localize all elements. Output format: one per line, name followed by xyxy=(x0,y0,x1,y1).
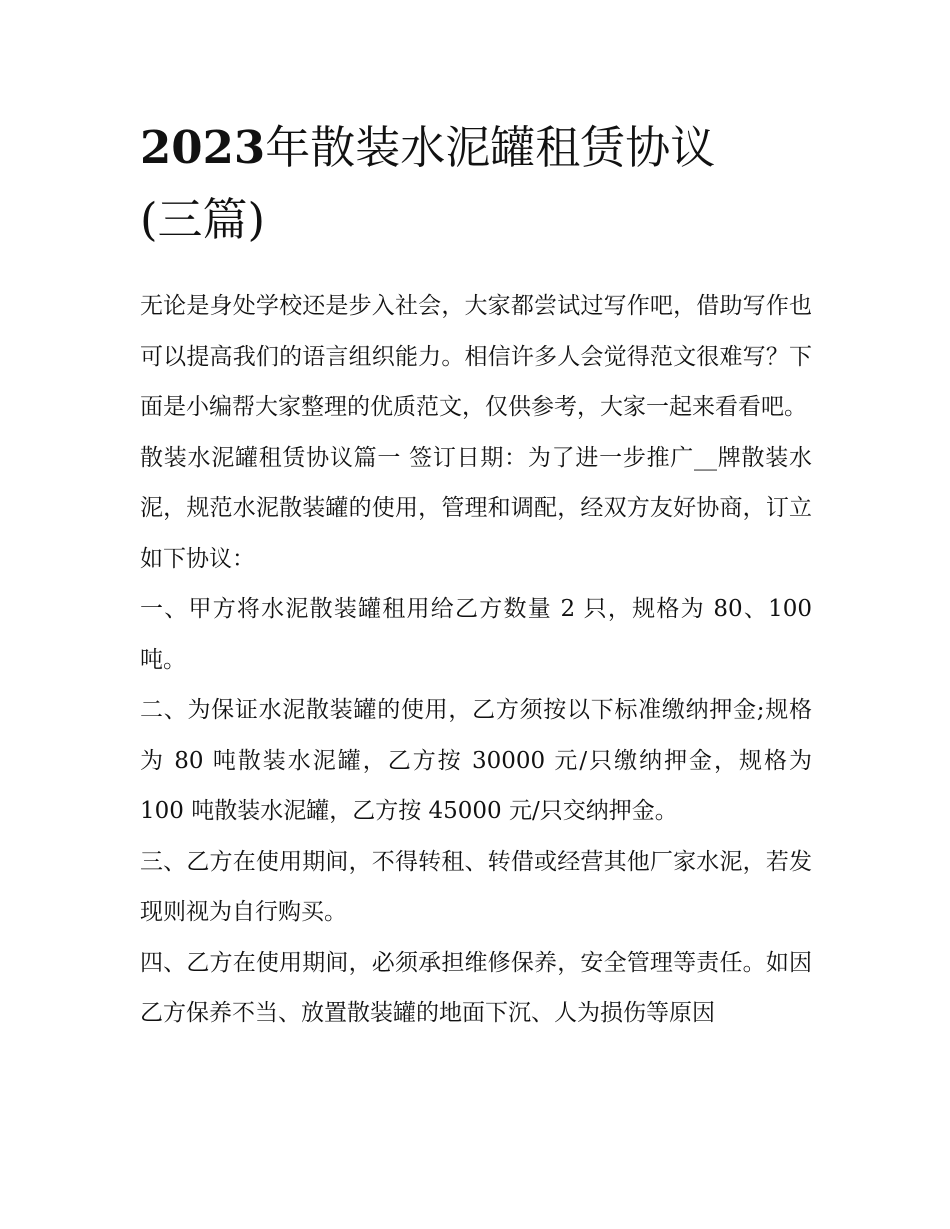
title-subtitle: (三篇) xyxy=(140,193,266,246)
agreement-preamble: 散装水泥罐租赁协议篇一 签订日期：为了进一步推广__牌散装水泥，规范水泥散装罐的使用，管理和调配，经双方友好协商，订立如下协议： xyxy=(140,444,812,572)
clause-1: 一、甲方将水泥散装罐租用给乙方数量 2 只，规格为 80、100 吨。 xyxy=(140,596,812,673)
document-page xyxy=(140,112,812,1039)
clause-4: 四、乙方在使用期间，必须承担维修保养，安全管理等责任。如因乙方保养不当、放置散装罐的地面下沉、人为损伤等原因 xyxy=(140,949,812,1026)
intro-paragraph: 无论是身处学校还是步入社会，大家都尝试过写作吧，借助写作也可以提高我们的语言组织能力。相信许多人会觉得范文很难写？下面是小编帮大家整理的优质范文，仅供参考，大家一起来看看吧。 xyxy=(140,293,812,420)
title-year: 2023 xyxy=(140,121,266,174)
clause-2: 二、为保证水泥散装罐的使用，乙方须按以下标准缴纳押金;规格为 80 吨散装水泥罐，乙方按 30000 元/只缴纳押金，规格为 100 吨散装水泥罐，乙方按 45000 元/只交纳押金。 xyxy=(140,697,812,824)
title-text: 年散装水泥罐租赁协议 xyxy=(265,121,716,174)
document-title xyxy=(140,112,812,256)
clause-3: 三、乙方在使用期间，不得转租、转借或经营其他厂家水泥，若发现则视为自行购买。 xyxy=(140,848,812,925)
